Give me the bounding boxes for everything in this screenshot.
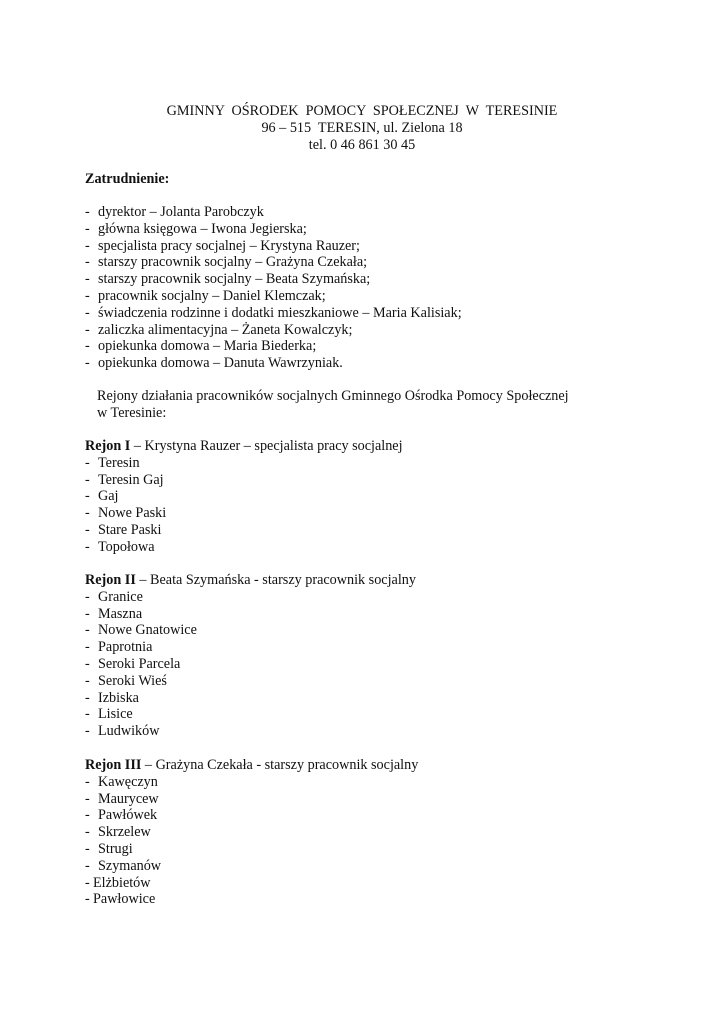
region-2-item: - Seroki Wieś [85,672,167,689]
region-3-item: - Kawęczyn [85,773,158,790]
region-2-item: - Maszna [85,605,143,622]
region-1-item: - Gaj [85,488,119,505]
institution-phone: tel. 0 46 861 30 45 [308,136,416,153]
employment-item: - pracownik socjalny – Daniel Klemczak; [85,287,326,304]
employment-list [85,204,685,372]
region-1-item: - Nowe Paski [85,505,167,522]
region-2-item: - Lisice [85,706,133,723]
region-2-item: - Ludwików [85,723,160,740]
region-2-item: - Paprotnia [85,639,153,656]
region-2-item: - Granice [85,588,143,605]
region-3-item: - Maurycew [85,790,159,807]
employment-section [85,171,685,188]
region-3-item: - Strugi [85,840,133,857]
region-3-item: - Szymanów [85,857,162,874]
employment-item: - starszy pracownik socjalny – Grażyna Czekała; [85,254,368,271]
region-2-heading: Rejon II – Beata Szymańska - starszy pracownik socjalny [85,572,416,588]
region-2-item: - Nowe Gnatowice [85,622,197,639]
region-1-item: - Teresin [85,454,140,471]
regions-intro-line: w Teresinie: [97,404,167,421]
employment-item: - starszy pracownik socjalny – Beata Szymańska; [85,271,371,288]
institution-address: 96 – 515 TERESIN, ul. Zielona 18 [261,119,463,136]
region-3-item: - Pawłowice [85,891,156,908]
region-1 [85,438,685,556]
employment-item: - opiekunka domowa – Maria Biederka; [85,338,317,355]
employment-item: - główna księgowa – Iwona Jegierska; [85,220,307,237]
employment-item: - świadczenia rodzinne i dodatki mieszkaniowe – Maria Kalisiak; [85,304,462,321]
employment-item: - dyrektor – Jolanta Parobczyk [85,204,264,220]
region-1-item: - Teresin Gaj [85,471,164,488]
employment-item: - zaliczka alimentacyjna – Żaneta Kowalczyk; [85,321,353,338]
region-1-item: - Stare Paski [85,521,162,538]
region-2-item: - Seroki Parcela [85,655,181,672]
region-3 [85,757,685,908]
region-3-item: - Skrzelew [85,824,151,841]
region-1-item: - Topołowa [85,538,155,555]
region-2-item: - Izbiska [85,689,139,706]
region-3-heading: Rejon III – Grażyna Czekała - starszy pracownik socjalny [85,757,419,773]
regions-intro [97,388,657,422]
region-1-heading: Rejon I – Krystyna Rauzer – specjalista pracy socjalnej [85,438,403,454]
employment-heading: Zatrudnienie: [85,171,170,187]
employment-item: - specjalista pracy socjalnej – Krystyna Rauzer; [85,237,360,254]
region-2 [85,572,685,740]
region-3-item: - Pawłówek [85,807,158,824]
employment-item: - opiekunka domowa – Danuta Wawrzyniak. [85,355,343,372]
institution-name: GMINNY OŚRODEK POMOCY SPOŁECZNEJ W TERESINIE [166,103,558,119]
region-3-item: - Elżbietów [85,874,151,891]
institution-header [0,103,724,153]
regions-intro-line: Rejony działania pracowników socjalnych Gminnego Ośrodka Pomocy Społecznej [97,388,569,404]
